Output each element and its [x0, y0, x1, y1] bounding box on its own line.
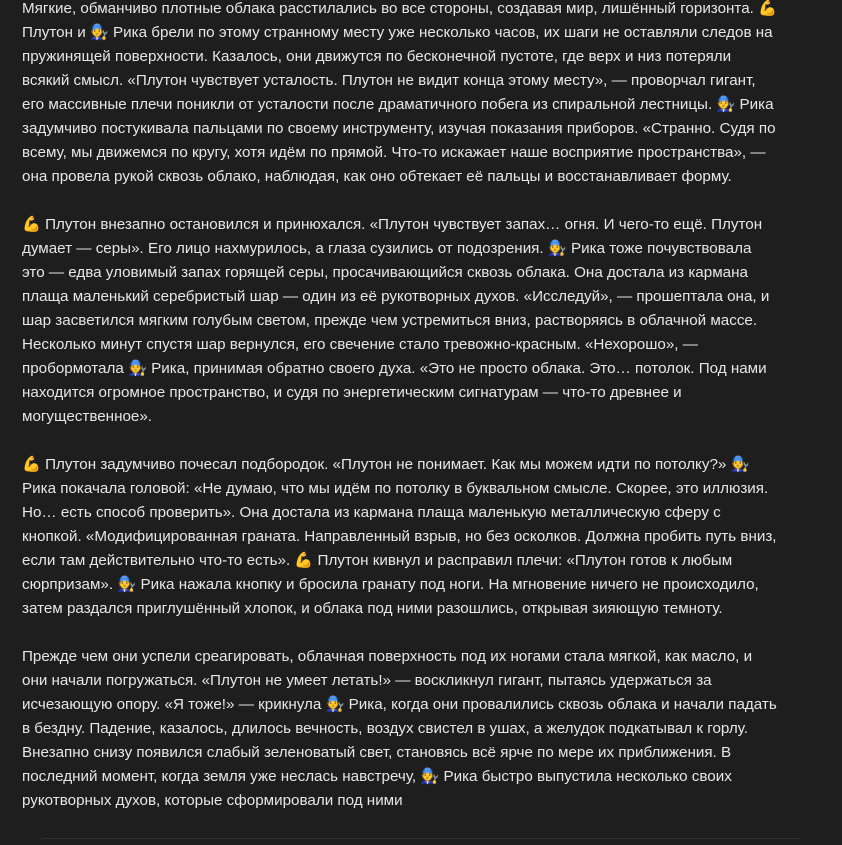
message-paragraph: 💪 Плутон задумчиво почесал подбородок. «Плутон не понимает. Как мы можем идти по потолку?» 🧑‍🔧 Рика покачала головой: «Не думаю, что мы идём по потолку в буквальном смысле. Скорее, это иллюзия. Но… есть способ проверить». Она достала из кармана плаща маленькую металлическую сферу с кнопкой. «Модифицированная граната. Направленный взрыв, но без осколков. Должна пробить путь вниз, если там действительно что-то есть». 💪 Плутон кивнул и расправил плечи: «Плутон готов к любым сюрпризам». 🧑‍🔧 Рика нажала кнопку и бросила гранату под ноги. На мгновение ничего не происходило, затем раздался приглушённый хлопок, и облака под ними разошлись, открывая зияющую темноту.	[22, 456, 777, 617]
message-paragraph: Мягкие, обманчиво плотные облака расстилались во все стороны, создавая мир, лишённый горизонта. 💪 Плутон и 🧑‍🔧 Рика брели по этому странному месту уже несколько часов, их шаги не оставляли следов на пружинящей поверхности. Казалось, они движутся по бесконечной пустоте, где верх и низ потеряли всякий смысл. «Плутон чувствует усталость. Плутон не видит конца этому месту», — проворчал гигант, его массивные плечи поникли от усталости после драматичного побега из спиральной лестницы. 🧑‍🔧 Рика задумчиво постукивала пальцами по своему инструменту, изучая показания приборов. «Странно. Судя по всему, мы движемся по кругу, хотя идём по прямой. Что-то искажает наше восприятие пространства», — она провела рукой сквозь облако, наблюдая, как оно обтекает её пальцы и восстанавливает форму.	[22, 0, 778, 185]
message-paragraph: 💪 Плутон внезапно остановился и принюхался. «Плутон чувствует запах… огня. И чего-то ещё. Плутон думает — серы». Его лицо нахмурилось, а глаза сузились от подозрения. 🧑‍🔧 Рика тоже почувствовала это — едва уловимый запах горящей серы, просачивающийся сквозь облака. Она достала из кармана плаща маленький серебристый шар — один из её рукотворных духов. «Исследуй», — прошептала она, и шар засветился мягким голубым светом, прежде чем устремиться вниз, растворяясь в облачной массе. Несколько минут спустя шар вернулся, его свечение стало тревожно-красным. «Нехорошо», — пробормотала 🧑‍🔧 Рика, принимая обратно своего духа. «Это не просто облака. Это… потолок. Под нами находится огромное пространство, и судя по энергетическим сигнатурам — что-то древнее и могущественное».	[22, 216, 770, 425]
assistant-message	[22, 0, 778, 813]
message-paragraph: Прежде чем они успели среагировать, облачная поверхность под их ногами стала мягкой, как масло, и они начали погружаться. «Плутон не умеет летать!» — воскликнул гигант, пытаясь удержаться за исчезающую опору. «Я тоже!» — крикнула 🧑‍🔧 Рика, когда они провалились сквозь облака и начали падать в бездну. Падение, казалось, длилось вечность, воздух свистел в ушах, а желудок подкатывал к горлу. Внезапно снизу появился слабый зеленоватый свет, становясь всё ярче по мере их приближения. В последний момент, когда земля уже неслась навстречу, 🧑‍🔧 Рика быстро выпустила несколько своих рукотворных духов, которые сформировали под ними	[22, 648, 777, 809]
input-area-edge	[40, 838, 802, 842]
